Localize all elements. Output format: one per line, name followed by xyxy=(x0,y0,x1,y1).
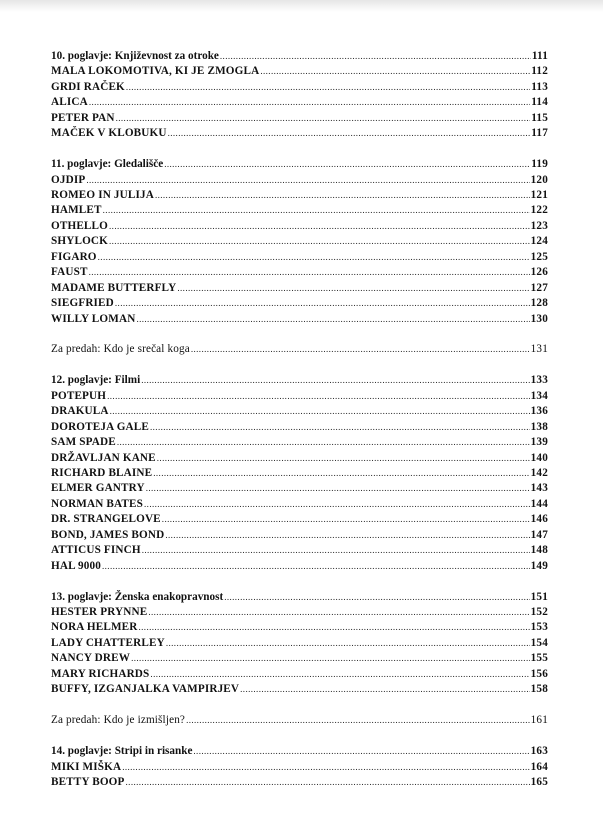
toc-entry-title: NANCY DREW xyxy=(51,652,131,665)
interlude-entry-page-number: 131 xyxy=(530,343,548,356)
dot-leader xyxy=(224,590,529,605)
toc-entry-page-number: 134 xyxy=(530,389,548,402)
toc-entry-title: SIEGFRIED xyxy=(51,297,114,310)
toc-entry-page-number: 149 xyxy=(530,559,548,572)
toc-entry-title: HESTER PRYNNE xyxy=(51,606,148,618)
section-gap xyxy=(51,358,548,374)
chapter-heading-title: 12. poglavje: Filmi xyxy=(51,374,141,387)
toc-entry[interactable] xyxy=(51,481,548,496)
toc-entry-page-number: 144 xyxy=(530,497,548,510)
toc-entry-title: OTHELLO xyxy=(51,219,109,232)
toc-entry-title: MADAME BUTTERFLY xyxy=(51,281,177,294)
chapter-heading-page-number: 119 xyxy=(531,158,548,171)
toc-entry-page-number: 126 xyxy=(530,266,548,279)
dot-leader xyxy=(162,512,530,527)
dot-leader xyxy=(220,49,531,64)
toc-entry-page-number: 113 xyxy=(531,80,548,93)
toc-entry-title: ATTICUS FINCH xyxy=(51,544,141,557)
toc-entry-page-number: 124 xyxy=(530,235,548,248)
dot-leader xyxy=(150,667,529,682)
toc-entry[interactable] xyxy=(51,265,548,280)
toc-entry-page-number: 142 xyxy=(530,467,548,479)
section-gap xyxy=(51,327,548,343)
chapter-section xyxy=(51,49,548,142)
toc-entry[interactable] xyxy=(51,760,548,775)
toc-entry-title: DRAKULA xyxy=(51,405,109,418)
toc-entry-title: NORA HELMER xyxy=(51,621,138,634)
dot-leader xyxy=(126,80,530,95)
toc-entry-page-number: 114 xyxy=(531,96,548,109)
toc-entry[interactable] xyxy=(51,389,548,404)
toc-entry[interactable] xyxy=(51,188,548,203)
toc-entry-title: MIKI MIŠKA xyxy=(51,760,122,773)
dot-leader xyxy=(193,744,529,759)
toc-entry-page-number: 153 xyxy=(530,621,548,634)
toc-entry-page-number: 112 xyxy=(531,65,548,78)
toc-entry-page-number: 152 xyxy=(530,606,548,618)
dot-leader xyxy=(89,265,530,280)
toc-entry-page-number: 155 xyxy=(530,652,548,665)
toc-entry[interactable] xyxy=(51,775,548,790)
chapter-heading-title: 14. poglavje: Stripi in risanke xyxy=(51,745,193,758)
toc-entry[interactable] xyxy=(51,559,548,574)
toc-entry-title: ELMER GANTRY xyxy=(51,482,145,495)
chapter-section xyxy=(51,373,548,574)
toc-entry-title: MARY RICHARDS xyxy=(51,667,150,680)
dot-leader xyxy=(166,636,530,651)
toc-entry-page-number: 139 xyxy=(530,436,548,449)
dot-leader xyxy=(103,203,530,218)
dot-leader xyxy=(155,188,530,203)
toc-entry[interactable] xyxy=(51,250,548,265)
chapter-heading-page-number: 133 xyxy=(530,374,548,387)
dot-leader xyxy=(141,373,529,388)
chapter-heading-page-number: 163 xyxy=(530,745,548,758)
toc-entry-title: FAUST xyxy=(51,266,88,279)
interlude-entry-title: Za predah: Kdo je srečal koga xyxy=(51,343,190,356)
dot-leader xyxy=(157,451,530,466)
chapter-section xyxy=(51,590,548,698)
chapter-heading[interactable] xyxy=(51,49,548,64)
table-of-contents xyxy=(51,49,548,790)
chapter-heading[interactable] xyxy=(51,373,548,388)
toc-entry-title: FIGARO xyxy=(51,250,97,263)
toc-entry[interactable] xyxy=(51,667,548,682)
dot-leader xyxy=(144,497,530,512)
dot-leader xyxy=(240,682,529,697)
toc-entry[interactable] xyxy=(51,651,548,666)
dot-leader xyxy=(136,312,529,327)
toc-entry[interactable] xyxy=(51,203,548,218)
toc-entry-title: BETTY BOOP xyxy=(51,775,125,788)
toc-entry-title: OJDIP xyxy=(51,173,86,186)
toc-entry[interactable] xyxy=(51,543,548,558)
dot-leader xyxy=(107,389,529,404)
dot-leader xyxy=(86,173,529,188)
toc-entry-page-number: 158 xyxy=(530,683,548,696)
dot-leader xyxy=(116,111,531,126)
dot-leader xyxy=(142,543,530,558)
dot-leader xyxy=(186,713,530,728)
dot-leader xyxy=(177,281,529,296)
toc-entry[interactable] xyxy=(51,126,548,141)
chapter-heading-title: 11. poglavje: Gledališče xyxy=(51,158,164,171)
toc-entry[interactable] xyxy=(51,512,548,527)
toc-entry-page-number: 148 xyxy=(530,544,548,557)
interlude-entry[interactable] xyxy=(51,713,548,728)
toc-entry[interactable] xyxy=(51,111,548,126)
toc-entry-title: PETER PAN xyxy=(51,111,115,124)
toc-entry-page-number: 146 xyxy=(530,513,548,526)
dot-leader xyxy=(260,64,530,79)
toc-entry[interactable] xyxy=(51,80,548,95)
toc-entry-title: MAČEK V KLOBUKU xyxy=(51,127,167,140)
toc-entry[interactable] xyxy=(51,296,548,311)
toc-entry-page-number: 127 xyxy=(530,281,548,294)
dot-leader xyxy=(139,620,530,635)
dot-leader xyxy=(122,760,529,775)
interlude-entry[interactable] xyxy=(51,342,548,357)
dot-leader xyxy=(89,95,530,110)
toc-entry-page-number: 165 xyxy=(530,775,548,788)
toc-entry-title: BOND, JAMES BOND xyxy=(51,528,165,541)
toc-entry-page-number: 128 xyxy=(530,297,548,310)
chapter-heading-page-number: 151 xyxy=(530,590,548,603)
toc-entry-title: POTEPUH xyxy=(51,389,107,402)
section-gap xyxy=(51,698,548,714)
toc-entry[interactable] xyxy=(51,528,548,543)
dot-leader xyxy=(98,250,530,265)
chapter-heading[interactable] xyxy=(51,590,548,605)
toc-entry-page-number: 140 xyxy=(530,451,548,464)
toc-entry-title: ALICA xyxy=(51,96,88,109)
toc-entry[interactable] xyxy=(51,420,548,435)
toc-entry-page-number: 122 xyxy=(530,204,548,217)
toc-entry-page-number: 120 xyxy=(530,173,548,186)
toc-entry[interactable] xyxy=(51,620,548,635)
toc-entry-title: MALA LOKOMOTIVA, KI JE ZMOGLA xyxy=(51,65,260,78)
toc-entry-page-number: 154 xyxy=(530,636,548,649)
toc-entry-title: NORMAN BATES xyxy=(51,497,144,510)
toc-entry[interactable] xyxy=(51,234,548,249)
toc-entry-title: DOROTEJA GALE xyxy=(51,420,149,433)
toc-entry[interactable] xyxy=(51,497,548,512)
dot-leader xyxy=(102,559,530,574)
toc-entry-page-number: 156 xyxy=(530,667,548,680)
dot-leader xyxy=(146,481,530,496)
toc-entry[interactable] xyxy=(51,435,548,450)
toc-entry-page-number: 117 xyxy=(531,127,548,140)
interlude-entry-page-number: 161 xyxy=(530,714,548,727)
toc-entry[interactable] xyxy=(51,219,548,234)
dot-leader xyxy=(110,404,530,419)
toc-entry-title: DRŽAVLJAN KANE xyxy=(51,451,156,464)
dot-leader xyxy=(168,126,531,141)
toc-entry-title: GRDI RAČEK xyxy=(51,80,125,93)
toc-entry-title: HAL 9000 xyxy=(51,559,101,572)
section-gap xyxy=(51,729,548,745)
chapter-heading[interactable] xyxy=(51,744,548,759)
toc-entry-title: BUFFY, IZGANJALKA VAMPIRJEV xyxy=(51,683,240,696)
dot-leader xyxy=(150,420,530,435)
toc-entry-title: DR. STRANGELOVE xyxy=(51,513,161,526)
page-top-shadow xyxy=(0,0,603,12)
toc-entry-title: RICHARD BLAINE xyxy=(51,467,153,479)
dot-leader xyxy=(164,157,530,172)
toc-entry-page-number: 138 xyxy=(530,420,548,433)
toc-entry-page-number: 143 xyxy=(530,482,548,495)
toc-entry[interactable] xyxy=(51,682,548,697)
toc-entry[interactable] xyxy=(51,312,548,327)
toc-entry-page-number: 115 xyxy=(531,111,548,124)
dot-leader xyxy=(115,296,530,311)
chapter-heading-title: 10. poglavje: Književnost za otroke xyxy=(51,50,219,62)
toc-entry-title: ROMEO IN JULIJA xyxy=(51,189,154,201)
chapter-heading-title: 13. poglavje: Ženska enakopravnost xyxy=(51,590,224,603)
chapter-section xyxy=(51,744,548,790)
toc-entry-title: HAMLET xyxy=(51,204,102,217)
dot-leader xyxy=(117,435,530,450)
toc-entry[interactable] xyxy=(51,64,548,79)
chapter-heading-page-number: 111 xyxy=(531,50,548,62)
toc-entry[interactable] xyxy=(51,281,548,296)
toc-entry[interactable] xyxy=(51,466,548,481)
toc-entry-page-number: 123 xyxy=(530,219,548,232)
dot-leader xyxy=(153,466,529,481)
toc-entry[interactable] xyxy=(51,404,548,419)
dot-leader xyxy=(109,234,530,249)
toc-entry[interactable] xyxy=(51,636,548,651)
toc-entry-page-number: 164 xyxy=(530,760,548,773)
dot-leader xyxy=(109,219,530,234)
section-gap xyxy=(51,574,548,590)
toc-entry-page-number: 147 xyxy=(530,528,548,541)
toc-entry[interactable] xyxy=(51,173,548,188)
chapter-section xyxy=(51,157,548,327)
section-gap xyxy=(51,142,548,158)
toc-entry[interactable] xyxy=(51,451,548,466)
toc-entry-page-number: 121 xyxy=(530,189,548,201)
toc-entry-page-number: 130 xyxy=(530,312,548,325)
toc-entry-title: WILLY LOMAN xyxy=(51,312,136,325)
dot-leader xyxy=(165,528,529,543)
toc-entry-title: LADY CHATTERLEY xyxy=(51,636,165,649)
dot-leader xyxy=(148,605,529,620)
interlude-entry-title: Za predah: Kdo je izmišljen? xyxy=(51,714,186,727)
dot-leader xyxy=(126,775,530,790)
toc-entry-title: SHYLOCK xyxy=(51,235,108,248)
toc-entry-page-number: 136 xyxy=(530,405,548,418)
toc-entry[interactable] xyxy=(51,605,548,620)
dot-leader xyxy=(131,651,530,666)
toc-entry[interactable] xyxy=(51,95,548,110)
dot-leader xyxy=(191,342,530,357)
toc-entry-title: SAM SPADE xyxy=(51,436,116,449)
toc-entry-page-number: 125 xyxy=(530,250,548,263)
chapter-heading[interactable] xyxy=(51,157,548,172)
